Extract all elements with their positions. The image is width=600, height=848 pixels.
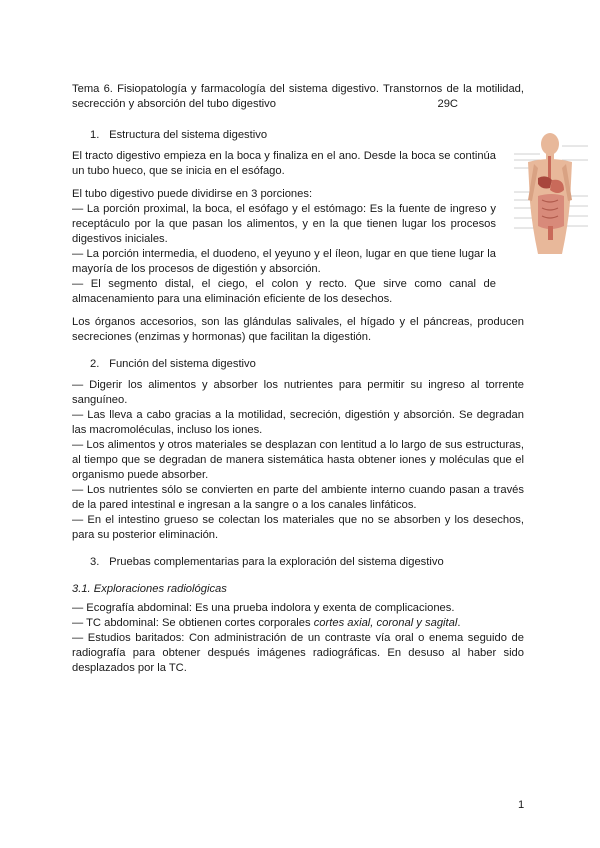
item-italic-text: cortes axial, coronal y sagital — [313, 617, 458, 629]
list-item: — Los nutrientes sólo se convierten en parte del ambiente interno cuando pasan a través de la pared intestinal e ingresan a la sangre o a los canales linfáticos. — [72, 484, 524, 511]
document-page — [72, 82, 524, 676]
document-code: 29C — [437, 98, 458, 110]
exams-list — [72, 601, 524, 676]
document-title — [72, 82, 524, 112]
list-item: — Ecografía abdominal: Es una prueba indolora y exenta de complicaciones. — [72, 602, 455, 614]
portions-list — [72, 187, 496, 307]
title-text: Tema 6. Fisiopatología y farmacología del sistema digestivo. Transtornos de la motilidad, secrección y absorción del tubo digestivo — [72, 83, 524, 110]
list-item: — En el intestino grueso se colectan los materiales que no se absorben y los desechos, para su posterior eliminación. — [72, 514, 524, 541]
digestive-system-diagram-icon — [512, 130, 590, 256]
section-1-number: 1. — [90, 129, 100, 141]
list-item: — Los alimentos y otros materiales se desplazan con lentitud a lo largo de sus estructuras, al tiempo que se degradan de manera sistemática hasta obtener iones y moléculas que el organismo puede absorber. — [72, 439, 524, 481]
function-list — [72, 378, 524, 543]
section-2-number: 2. — [90, 358, 100, 370]
list-item: — Estudios baritados: Con administración de un contraste vía oral o enema seguido de radiografía para obtener después imágenes radiográficas. En desuso al haber sido desplazados por la TC. — [72, 632, 524, 674]
page-number: 1 — [518, 799, 525, 811]
list-item: — El segmento distal, el ciego, el colon y recto. Que sirve como canal de almacenamiento para una eliminación eficiente de los desechos. — [72, 278, 496, 305]
section-1-title: Estructura del sistema digestivo — [109, 129, 268, 141]
list-item: — Las lleva a cabo gracias a la motilidad, secreción, digestión y absorción. Se degradan las macromoléculas, incluso los iones. — [72, 409, 524, 436]
list-item: — La porción intermedia, el duodeno, el yeyuno y el íleon, lugar en que tiene lugar la mayoría de los procesos de digestión y absorción. — [72, 248, 496, 275]
list-item: — La porción proximal, la boca, el esófago y el estómago: Es la fuente de ingreso y receptáculo por la que pasan los alimentos, y en la que tienen lugar los procesos digestivos iniciales. — [72, 203, 496, 245]
list-item — [72, 616, 524, 631]
section-3-heading — [90, 555, 524, 570]
list-item: — Digerir los alimentos y absorber los nutrientes para permitir su ingreso al torrente sanguíneo. — [72, 379, 524, 406]
section-3-title: Pruebas complementarias para la exploración del sistema digestivo — [109, 556, 444, 568]
section-2-title: Función del sistema digestivo — [109, 358, 256, 370]
section-1-heading — [90, 128, 524, 143]
subsection-heading: 3.1. Exploraciones radiológicas — [72, 583, 227, 595]
item-text: — TC abdominal: Se obtienen cortes corporales — [72, 617, 314, 629]
section-2-heading — [90, 357, 524, 372]
item-text: . — [457, 617, 461, 629]
paragraph: El tracto digestivo empieza en la boca y finaliza en el ano. Desde la boca se continúa un tubo hueco, que se inicia en el esófago. — [72, 150, 496, 177]
paragraph: Los órganos accesorios, son las glándulas salivales, el hígado y el páncreas, producen secreciones (enzimas y hormonas) que facilitan la digestión. — [72, 316, 524, 343]
section-3-number: 3. — [90, 556, 100, 568]
paragraph: El tubo digestivo puede dividirse en 3 porciones: — [72, 188, 313, 200]
